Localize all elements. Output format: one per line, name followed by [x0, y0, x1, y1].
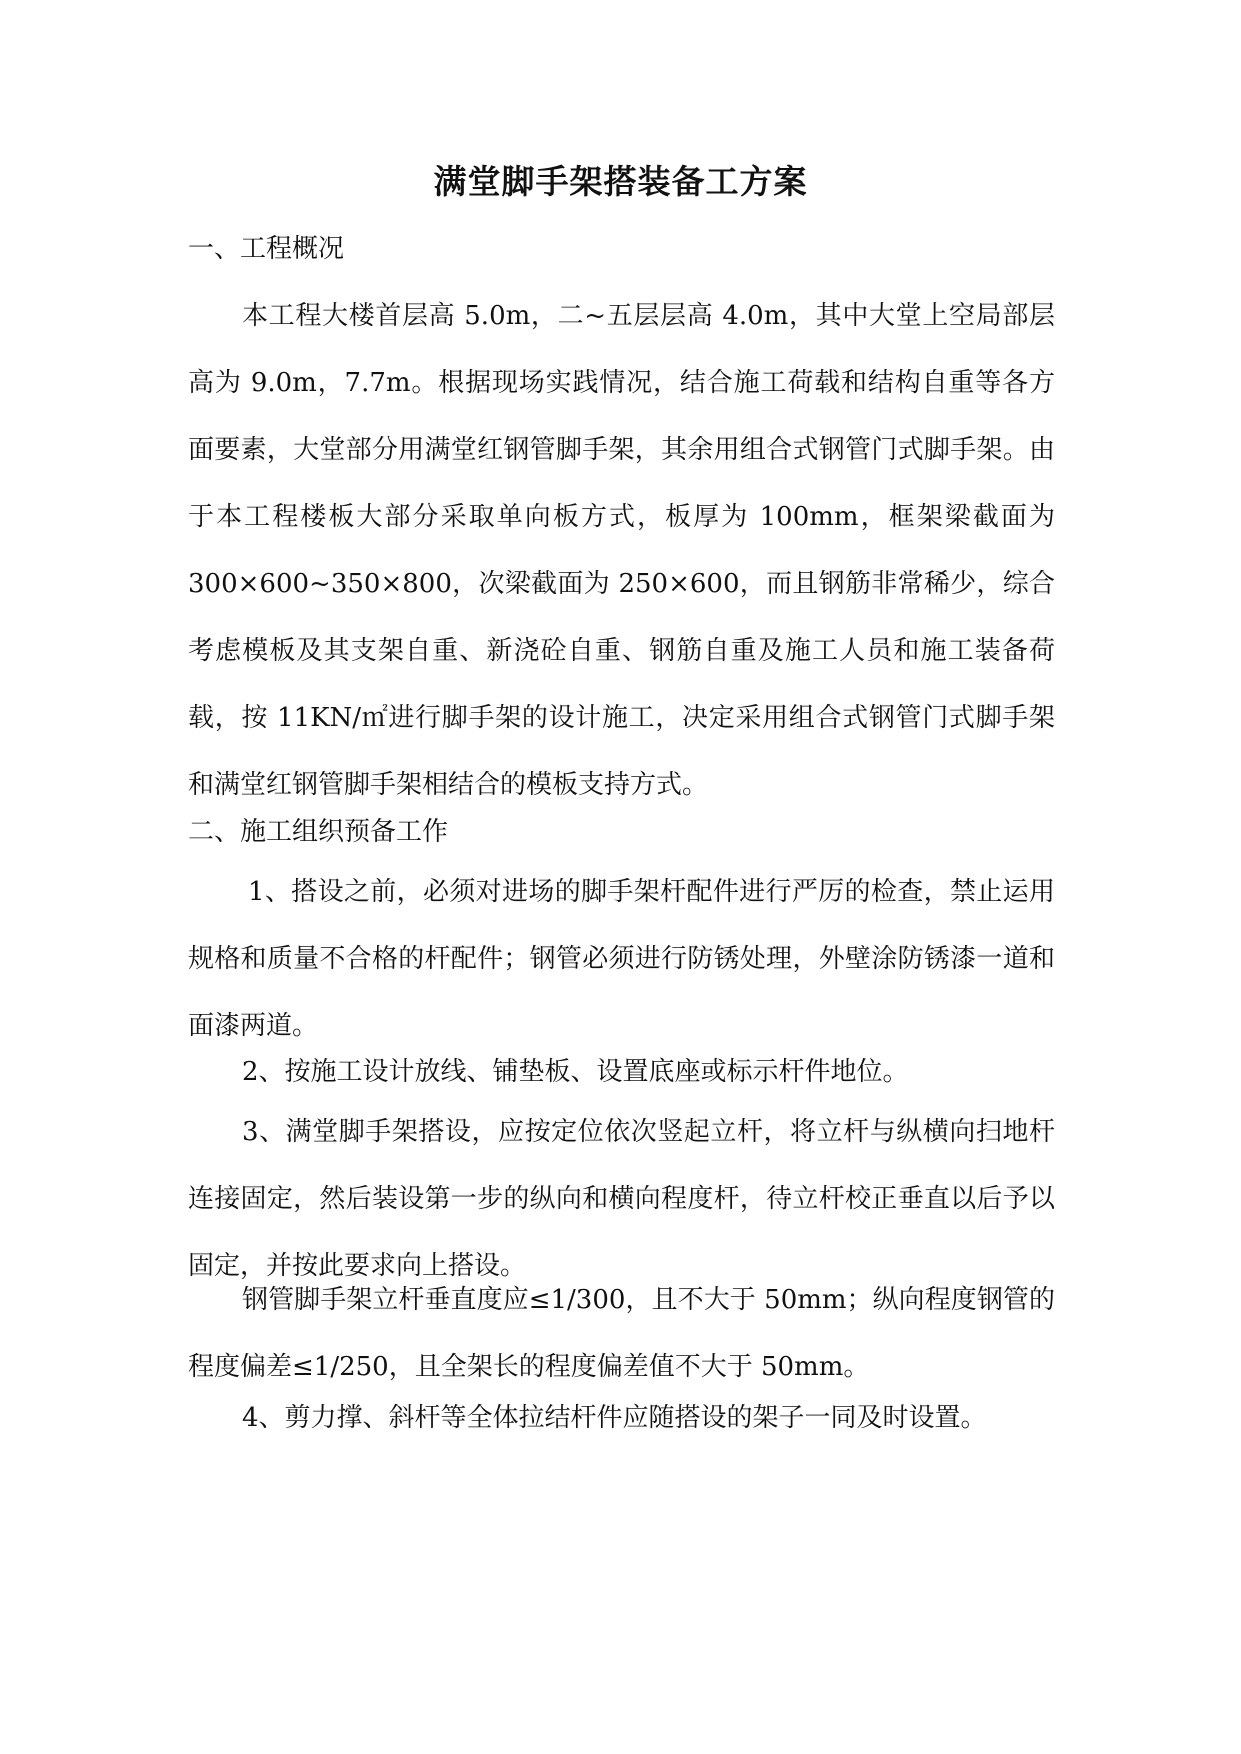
- section-heading-preparation: 二、施工组织预备工作: [188, 817, 449, 847]
- paragraph-item-3: 3、满堂脚手架搭设，应按定位依次竖起立杆，将立杆与纵横向扫地杆连接固定，然后装设第一步的纵向和横向程度杆，待立杆校正垂直以后予以固定，并按此要求向上搭设。: [188, 1117, 1055, 1281]
- paragraph-overview: 本工程大楼首层高 5.0m，二~五层层高 4.0m，其中大堂上空局部层高为 9.0m，7.7m。根据现场实践情况，结合施工荷载和结构自重等各方面要素，大堂部分用满堂红钢管脚手架，其余用组合式钢管门式脚手架。由于本工程楼板大部分采取单向板方式，板厚为 100mm，框架梁截面为 300×600~350×800，次梁截面为 250×600，而且钢筋非常稀少，综合考虑模板及其支架自重、新浇砼自重、钢筋自重及施工人员和施工装备荷载，按 11KN/㎡进行脚手架的设计施工，决定采用组合式钢管门式脚手架和满堂红钢管脚手架相结合的模板支持方式。: [188, 301, 1055, 800]
- paragraph-item-1: 1、搭设之前，必须对进场的脚手架杆配件进行严厉的检查，禁止运用规格和质量不合格的杆配件；钢管必须进行防锈处理，外壁涂防锈漆一道和面漆两道。: [188, 877, 1055, 1041]
- paragraph-item-4: 4、剪力撑、斜杆等全体拉结杆件应随搭设的架子一同及时设置。: [242, 1403, 987, 1433]
- section-heading-overview: 一、工程概况: [188, 234, 345, 264]
- paragraph-item-2: 2、按施工设计放线、铺垫板、设置底座或标示杆件地位。: [242, 1057, 909, 1087]
- paragraph-tolerance: 钢管脚手架立杆垂直度应≤1/300，且不大于 50mm；纵向程度钢管的程度偏差≤1/250，且全架长的程度偏差值不大于 50mm。: [188, 1285, 1055, 1382]
- document-title: 满堂脚手架搭装备工方案: [433, 162, 808, 201]
